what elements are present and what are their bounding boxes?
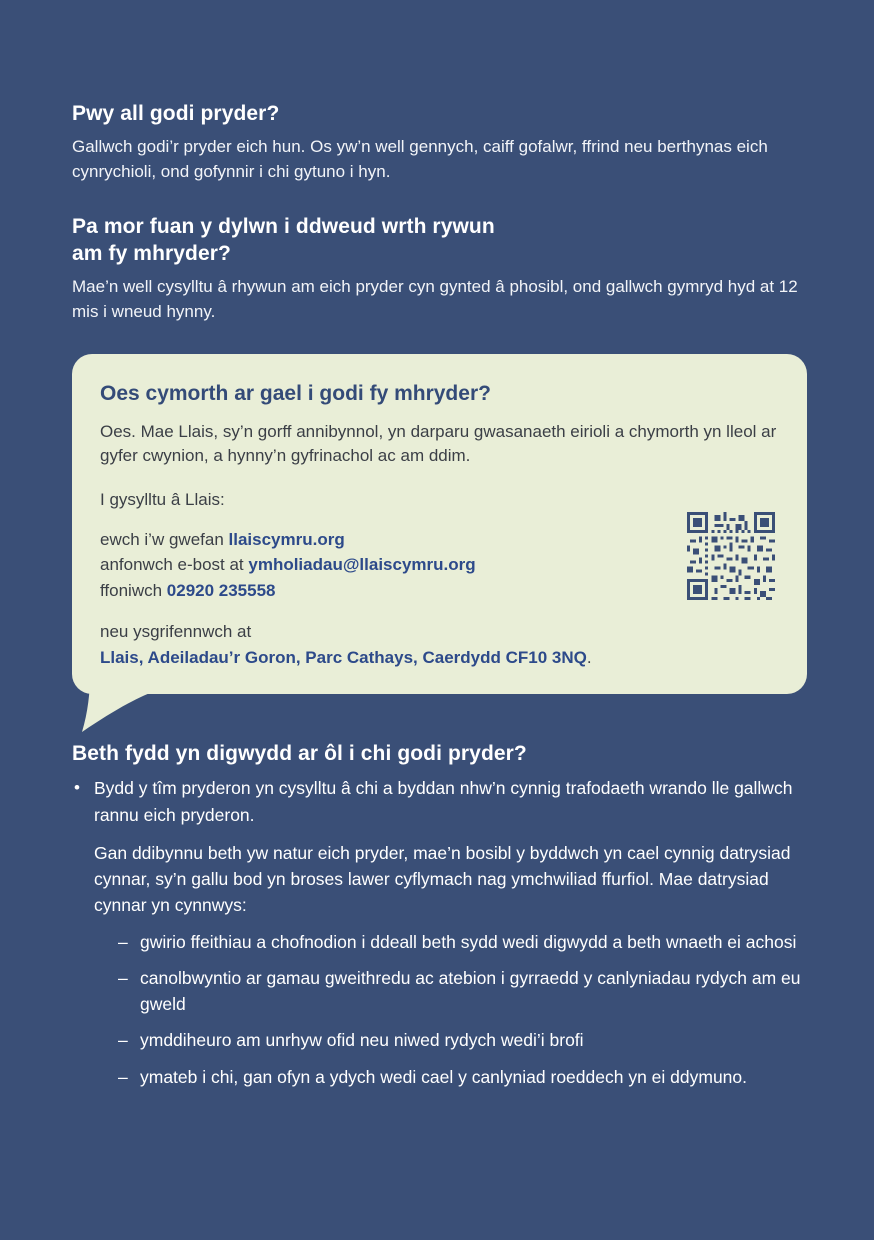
- email-link[interactable]: ymholiadau@llaiscymru.org: [248, 555, 476, 575]
- how-soon-heading-line2: am fy mhryder?: [72, 241, 231, 265]
- help-callout-body: Oes. Mae Llais, sy’n gorff annibynnol, yn darparu gwasanaeth eirioli a chymorth yn lleol ar gyfer cwynion, a hynny’n gyfrinachol ac am ddim.: [100, 421, 777, 466]
- postal-address: Llais, Adeiladau’r Goron, Parc Cathays, Caerdydd CF10 3NQ: [100, 647, 587, 667]
- contact-website-line: [100, 527, 777, 553]
- early-resolution-list: [72, 929, 802, 1090]
- speech-bubble-tail: [80, 676, 170, 736]
- write-intro: neu ysgrifennwch at: [100, 622, 252, 642]
- list-item: • Bydd y tîm pryderon yn cysylltu â chi a byddan nhw’n cynnig trafodaeth wrando lle gallwch rannu eich pryderon.: [72, 775, 802, 828]
- who-body: Gallwch godi’r pryder eich hun. Os yw’n well gennych, caiff gofalwr, ffrind neu berthynas eich cynrychioli, ond gofynnir i chi gytuno i hyn.: [72, 137, 768, 181]
- what-next-bullet-list: [72, 775, 802, 828]
- phone-number: 02920 235558: [166, 580, 276, 600]
- contact-intro: I gysylltu â Llais:: [100, 490, 225, 510]
- how-soon-heading-line1: Pa mor fuan y dylwn i ddweud wrth rywun: [72, 214, 495, 238]
- what-next-sub-paragraph: Gan ddibynnu beth yw natur eich pryder, mae’n bosibl y byddwch yn cael cynnig datrysiad cynnar, sy’n gallu bod yn broses lawer cyflymach nag ymchwiliad ffurfiol. Mae datrysiad cynnar yn cynnwys:: [94, 842, 791, 916]
- list-item: – ymddiheuro am unrhyw ofid neu niwed rydych wedi’i brofi: [118, 1027, 802, 1053]
- postal-address-period: .: [586, 647, 592, 667]
- help-callout-heading: Oes cymorth ar gael i godi fy mhryder?: [100, 382, 491, 406]
- how-soon-body: Mae’n well cysylltu â rhywun am eich pryder cyn gynted â phosibl, ond gallwch gymryd hyd at 12 mis i wneud hynny.: [72, 277, 798, 321]
- section-who-can-raise: [72, 100, 802, 185]
- postal-address-block: [100, 619, 777, 670]
- list-item: – canolbwyntio ar gamau gweithredu ac atebion i gyrraedd y canlyniadau rydych am eu gweld: [118, 965, 802, 1018]
- website-link[interactable]: llaiscymru.org: [228, 529, 345, 549]
- email-prefix: anfonwch e-bost at: [100, 555, 249, 575]
- help-callout: [72, 354, 802, 694]
- website-prefix: ewch i’w gwefan: [100, 529, 229, 549]
- section-how-soon: [72, 213, 802, 325]
- help-callout-bubble: [72, 354, 807, 694]
- list-item: – gwirio ffeithiau a chofnodion i ddeall beth sydd wedi digwydd a beth wnaeth ei achosi: [118, 929, 802, 955]
- how-soon-heading: [72, 213, 802, 268]
- who-heading: Pwy all godi pryder?: [72, 102, 280, 125]
- contact-email-line: [100, 552, 777, 578]
- phone-prefix: ffoniwch: [100, 580, 167, 600]
- qr-code-icon: [687, 512, 775, 600]
- contact-details: [100, 487, 777, 603]
- postal-address-line: [100, 645, 777, 671]
- section-what-happens-next: [72, 740, 802, 1090]
- contact-phone-line: [100, 578, 777, 604]
- what-next-heading: Beth fydd yn digwydd ar ôl i chi godi pryder?: [72, 742, 527, 766]
- list-item: – ymateb i chi, gan ofyn a ydych wedi cael y canlyniad roeddech yn ei ddymuno.: [118, 1064, 802, 1090]
